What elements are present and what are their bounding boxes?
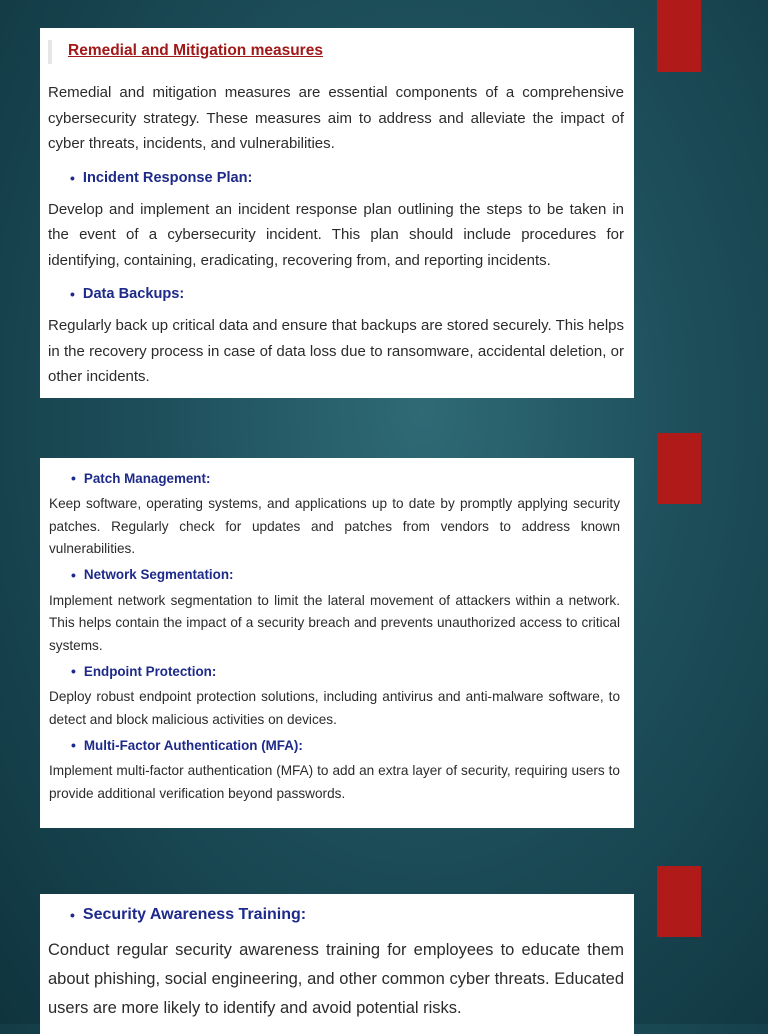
intro-paragraph: Remedial and mitigation measures are essential components of a comprehensive cybersecurity strategy. These measures aim to address and alleviate the impact of cyber threats, incidents, and vulnerabilities.	[48, 84, 624, 152]
bullet-title: Multi-Factor Authentication (MFA):	[83, 737, 303, 753]
bullet-title: Security Awareness Training:	[82, 906, 307, 923]
bullet-icon: •	[71, 566, 76, 583]
bullet-icon: •	[71, 663, 76, 679]
bullet-icon: •	[70, 907, 75, 923]
data-backups-text: Regularly back up critical data and ensure that backups are stored securely. This helps in the recovery process in case of data loss due to ransomware, accidental deletion, or other incidents.	[48, 317, 624, 385]
bullet-security-awareness-training	[48, 902, 624, 928]
bullet-network-segmentation	[49, 564, 620, 586]
bullet-endpoint-protection	[49, 660, 620, 682]
slide2-accent-bar	[657, 433, 701, 504]
slide1-heading-block	[48, 40, 624, 64]
endpoint-protection-text: Deploy robust endpoint protection solutions, including antivirus and anti-malware software, to detect and block malicious activities on devices.	[49, 689, 620, 727]
bullet-title: Incident Response Plan:	[82, 169, 253, 186]
bullet-icon: •	[70, 286, 75, 302]
bullet-icon: •	[71, 470, 76, 486]
bullet-icon: •	[71, 737, 76, 753]
network-segmentation-text: Implement network segmentation to limit the lateral movement of attackers within a network. This helps contain the impact of a security breach and prevents unauthorized access to critical systems.	[49, 592, 620, 653]
bullet-title: Network Segmentation:	[83, 567, 234, 582]
bullet-patch-management	[49, 467, 620, 489]
slide3-content-card	[40, 894, 634, 1034]
slide1-accent-bar	[657, 0, 701, 72]
bullet-incident-response-plan	[48, 165, 624, 191]
bullet-data-backups	[48, 281, 624, 307]
slide3-accent-bar	[657, 866, 701, 937]
slide2-content-card	[40, 458, 634, 828]
bullet-icon: •	[70, 169, 75, 186]
bullet-title: Patch Management:	[83, 470, 211, 486]
slide1-content-card	[40, 28, 634, 398]
bullet-multi-factor-authentication	[49, 734, 620, 756]
multi-factor-authentication-text: Implement multi-factor authentication (MFA) to add an extra layer of security, requiring users to provide additional verification beyond passwords.	[49, 763, 620, 801]
security-awareness-training-text: Conduct regular security awareness training for employees to educate them about phishing, social engineering, and other common cyber threats. Educated users are more likely to identify and avoid potential risks.	[48, 941, 624, 1017]
patch-management-text: Keep software, operating systems, and applications up to date by promptly applying security patches. Regularly check for updates and patches from vendors to address known vulnerabilities.	[49, 496, 620, 556]
incident-response-plan-text: Develop and implement an incident response plan outlining the steps to be taken in the event of a cybersecurity incident. This plan should include procedures for identifying, containing, eradicating, recovering from, and reporting incidents.	[48, 200, 624, 269]
bullet-title: Endpoint Protection:	[83, 663, 217, 679]
slide-title: Remedial and Mitigation measures	[68, 42, 323, 59]
bullet-title: Data Backups:	[82, 286, 185, 302]
